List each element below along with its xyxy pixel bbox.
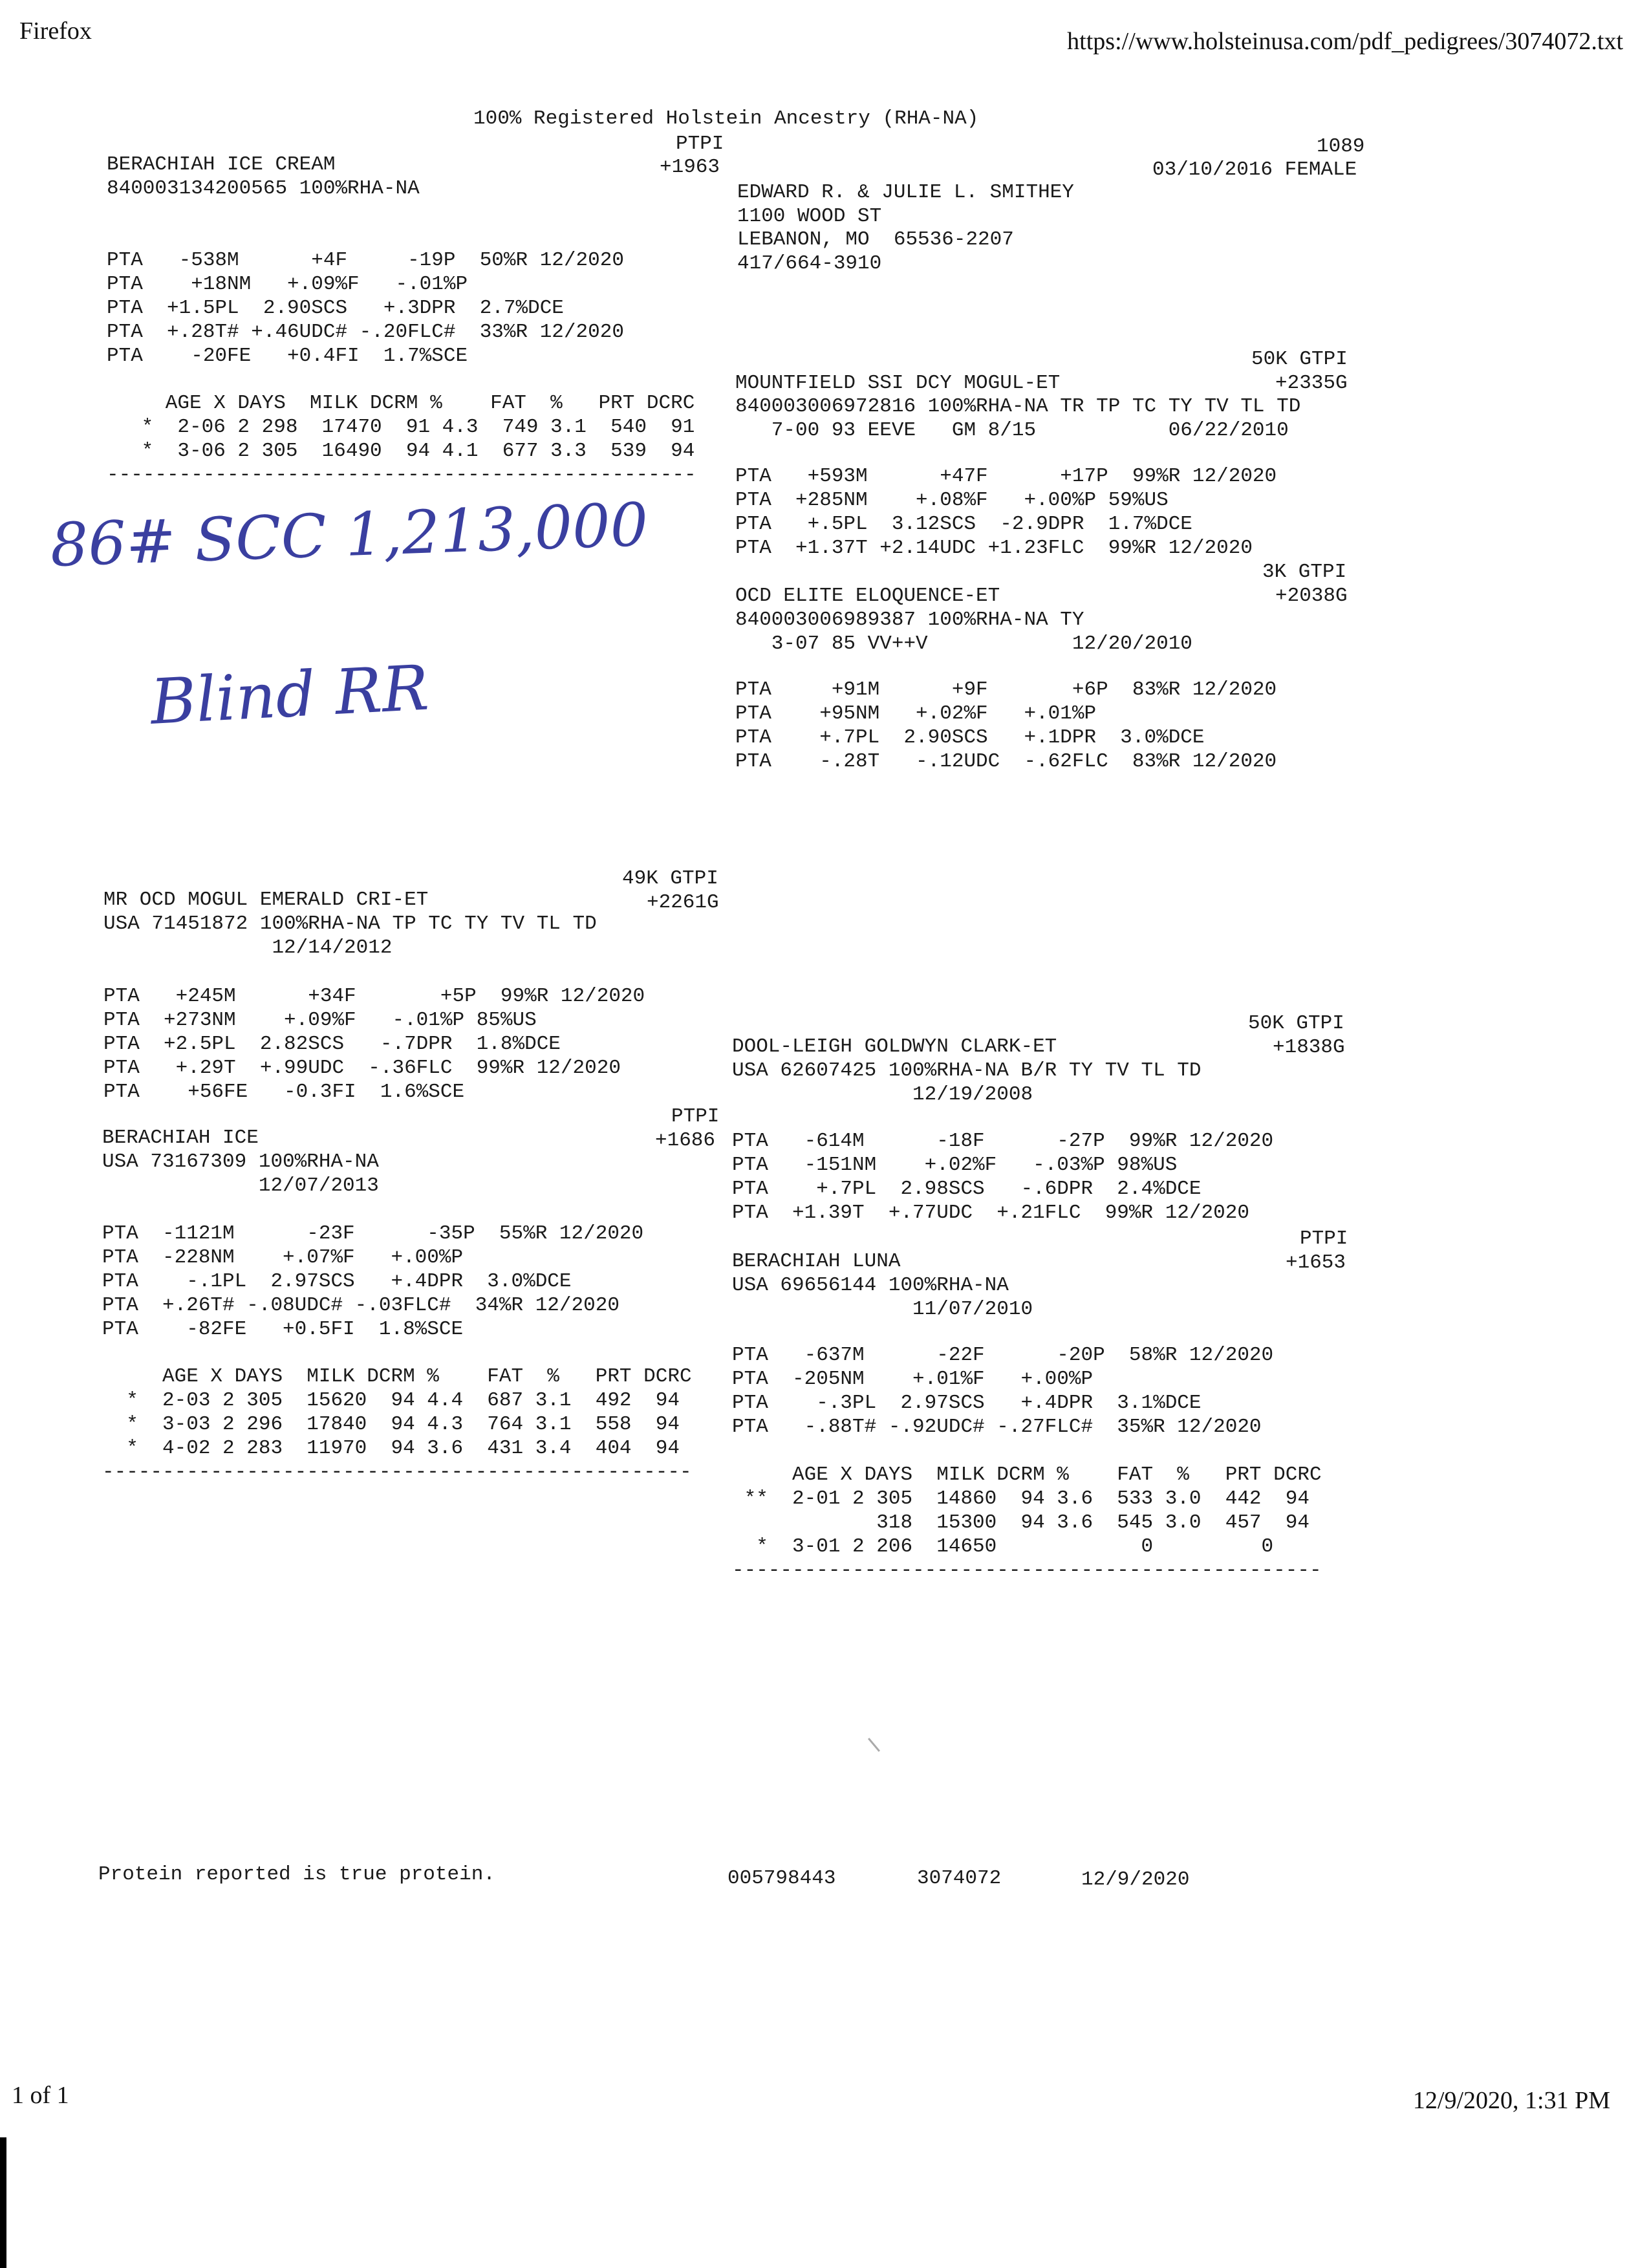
sire-gtpi-label: 50K GTPI [1251, 348, 1348, 371]
sire-gtpi-value: +2335G [1275, 372, 1348, 394]
pta-line: PTA -614M -18F -27P 99%R 12/2020 [732, 1130, 1274, 1152]
dam-dam-ptpi-value: +1653 [1286, 1251, 1346, 1274]
owner-line: 1100 WOOD ST [737, 205, 882, 228]
pta-line: PTA -228NM +.07%F +.00%P [102, 1246, 464, 1269]
pta-line: PTA +245M +34F +5P 99%R 12/2020 [103, 985, 645, 1008]
section-rule: ------------------------------------------------- [732, 1559, 1322, 1582]
pta-line: PTA +285NM +.08%F +.00%P 59%US [735, 489, 1169, 512]
pta-line: PTA -82FE +0.5FI 1.8%SCE [102, 1318, 464, 1341]
lactation-row: * 2-03 2 305 15620 94 4.4 687 3.1 492 94 [102, 1389, 680, 1412]
pta-line: PTA +.29T +.99UDC -.36FLC 99%R 12/2020 [103, 1057, 621, 1079]
subject-birth-sex: 03/10/2016 FEMALE [1152, 158, 1357, 181]
scan-speck [868, 1738, 880, 1752]
pta-line: PTA -.3PL 2.97SCS +.4DPR 3.1%DCE [732, 1392, 1202, 1414]
lactation-row: * 2-06 2 298 17470 91 4.3 749 3.1 540 91 [129, 416, 695, 438]
sire-name: MOUNTFIELD SSI DCY MOGUL-ET [735, 372, 1061, 394]
dam-dam-sire-gtpi-label: 50K GTPI [1248, 1012, 1344, 1035]
lactation-row: * 3-01 2 206 14650 0 0 [732, 1535, 1274, 1558]
subject-ptpi-label: PTPI [676, 133, 724, 155]
lactation-header: AGE X DAYS MILK DCRM % FAT % PRT DCRC [102, 1365, 692, 1388]
footer-file-number: 3074072 [917, 1867, 1002, 1890]
dam-dam-id-line: USA 69656144 100%RHA-NA [732, 1274, 1009, 1297]
pta-line: PTA +.7PL 2.90SCS +.1DPR 3.0%DCE [735, 726, 1205, 749]
pta-line: PTA -205NM +.01%F +.00%P [732, 1368, 1094, 1390]
dam-sire-name: MR OCD MOGUL EMERALD CRI-ET [103, 889, 429, 911]
pta-line: PTA -.1PL 2.97SCS +.4DPR 3.0%DCE [102, 1270, 572, 1293]
footer-date: 12/9/2020 [1081, 1868, 1190, 1891]
sire-dam-gtpi-label: 3K GTPI [1262, 561, 1347, 583]
owner-line: LEBANON, MO 65536-2207 [737, 228, 1014, 251]
dam-dam-sire-gtpi-value: +1838G [1273, 1036, 1345, 1059]
section-rule: ------------------------------------------------- [107, 464, 696, 486]
page-count: 1 of 1 [12, 2082, 69, 2109]
pta-line: PTA +.26T# -.08UDC# -.03FLC# 34%R 12/2020 [102, 1294, 620, 1317]
pta-line: PTA +91M +9F +6P 83%R 12/2020 [735, 678, 1277, 701]
pta-line: PTA +95NM +.02%F +.01%P [735, 702, 1097, 725]
pta-line: PTA -.88T# -.92UDC# -.27FLC# 35%R 12/2020 [732, 1416, 1262, 1438]
pta-line: PTA +18NM +.09%F -.01%P [107, 273, 468, 296]
pta-line: PTA -151NM +.02%F -.03%P 98%US [732, 1154, 1178, 1176]
pta-line: PTA +593M +47F +17P 99%R 12/2020 [735, 465, 1277, 488]
dam-info-line: 12/07/2013 [102, 1174, 379, 1197]
dam-ptpi-value: +1686 [655, 1129, 716, 1152]
sire-info-line: 7-00 93 EEVE GM 8/15 06/22/2010 [735, 419, 1289, 442]
print-timestamp: 12/9/2020, 1:31 PM [1412, 2087, 1610, 2114]
dam-sire-gtpi-label: 49K GTPI [622, 867, 718, 890]
lactation-row: 318 15300 94 3.6 545 3.0 457 94 [732, 1511, 1310, 1534]
section-rule: ------------------------------------------------- [102, 1461, 692, 1484]
lactation-row: * 3-06 2 305 16490 94 4.1 677 3.3 539 94 [129, 440, 695, 462]
lactation-row: ** 2-01 2 305 14860 94 3.6 533 3.0 442 94 [732, 1487, 1310, 1510]
dam-dam-name: BERACHIAH LUNA [732, 1250, 901, 1273]
owner-line: EDWARD R. & JULIE L. SMITHEY [737, 181, 1074, 204]
pta-line: PTA +56FE -0.3FI 1.6%SCE [103, 1081, 465, 1103]
browser-app-name: Firefox [19, 17, 92, 45]
dam-id-line: USA 73167309 100%RHA-NA [102, 1150, 379, 1173]
page-url[interactable]: https://www.holsteinusa.com/pdf_pedigrees/3074072.txt [1067, 28, 1623, 55]
sire-dam-id-line: 840003006989387 100%RHA-NA TY [735, 609, 1084, 631]
dam-dam-sire-name: DOOL-LEIGH GOLDWYN CLARK-ET [732, 1035, 1057, 1058]
pta-line: PTA -538M +4F -19P 50%R 12/2020 [107, 249, 624, 272]
pta-line: PTA -.28T -.12UDC -.62FLC 83%R 12/2020 [735, 750, 1277, 773]
sire-id-line: 840003006972816 100%RHA-NA TR TP TC TY TV TL TD [735, 395, 1301, 418]
lactation-header: AGE X DAYS MILK DCRM % FAT % PRT DCRC [732, 1463, 1322, 1486]
dam-dam-info-line: 11/07/2010 [732, 1298, 1033, 1321]
pta-line: PTA -637M -22F -20P 58%R 12/2020 [732, 1344, 1274, 1366]
sire-dam-info-line: 3-07 85 VV++V 12/20/2010 [735, 632, 1192, 655]
lactation-row: * 4-02 2 283 11970 94 3.6 431 3.4 404 94 [102, 1437, 680, 1460]
owner-line: 417/664-3910 [737, 252, 882, 275]
pta-line: PTA -1121M -23F -35P 55%R 12/2020 [102, 1222, 644, 1245]
pta-line: PTA +.7PL 2.98SCS -.6DPR 2.4%DCE [732, 1178, 1202, 1200]
handwritten-scc-note: 86# SCC 1,213,000 [49, 490, 649, 580]
dam-dam-sire-info-line: 12/19/2008 [732, 1083, 1033, 1106]
sire-dam-gtpi-value: +2038G [1275, 585, 1348, 607]
subject-name: BERACHIAH ICE CREAM [107, 153, 336, 176]
pta-line: PTA +1.5PL 2.90SCS +.3DPR 2.7%DCE [107, 297, 564, 319]
dam-name: BERACHIAH ICE [102, 1127, 259, 1149]
lactation-row: * 3-03 2 296 17840 94 4.3 764 3.1 558 94 [102, 1413, 680, 1436]
scan-edge-bar [0, 2137, 6, 2268]
pta-line: PTA +273NM +.09%F -.01%P 85%US [103, 1009, 537, 1031]
pta-line: PTA +2.5PL 2.82SCS -.7DPR 1.8%DCE [103, 1033, 561, 1055]
pta-line: PTA +1.39T +.77UDC +.21FLC 99%R 12/2020 [732, 1202, 1249, 1224]
subject-number: 1089 [1317, 135, 1365, 158]
pta-line: PTA -20FE +0.4FI 1.7%SCE [107, 345, 468, 367]
dam-dam-sire-id-line: USA 62607425 100%RHA-NA B/R TY TV TL TD [732, 1059, 1202, 1082]
subject-ptpi-value: +1963 [660, 156, 720, 178]
pta-line: PTA +.28T# +.46UDC# -.20FLC# 33%R 12/2020 [107, 321, 624, 343]
sire-dam-name: OCD ELITE ELOQUENCE-ET [735, 585, 1000, 607]
handwritten-blind-note: Blind RR [149, 651, 431, 739]
dam-dam-ptpi-label: PTPI [1300, 1227, 1348, 1250]
pta-line: PTA +1.37T +2.14UDC +1.23FLC 99%R 12/2020 [735, 537, 1253, 559]
lactation-header: AGE X DAYS MILK DCRM % FAT % PRT DCRC [129, 392, 695, 415]
footer-code: 005798443 [727, 1867, 836, 1890]
footer-note: Protein reported is true protein. [98, 1863, 495, 1886]
dam-sire-id-line: USA 71451872 100%RHA-NA TP TC TY TV TL TD [103, 913, 597, 935]
dam-ptpi-label: PTPI [671, 1105, 720, 1128]
dam-sire-info-line: 12/14/2012 [103, 936, 393, 959]
document-title: 100% Registered Holstein Ancestry (RHA-NA) [473, 107, 979, 130]
dam-sire-gtpi-value: +2261G [647, 891, 719, 914]
subject-id-line: 840003134200565 100%RHA-NA [107, 177, 420, 200]
pta-line: PTA +.5PL 3.12SCS -2.9DPR 1.7%DCE [735, 513, 1192, 535]
